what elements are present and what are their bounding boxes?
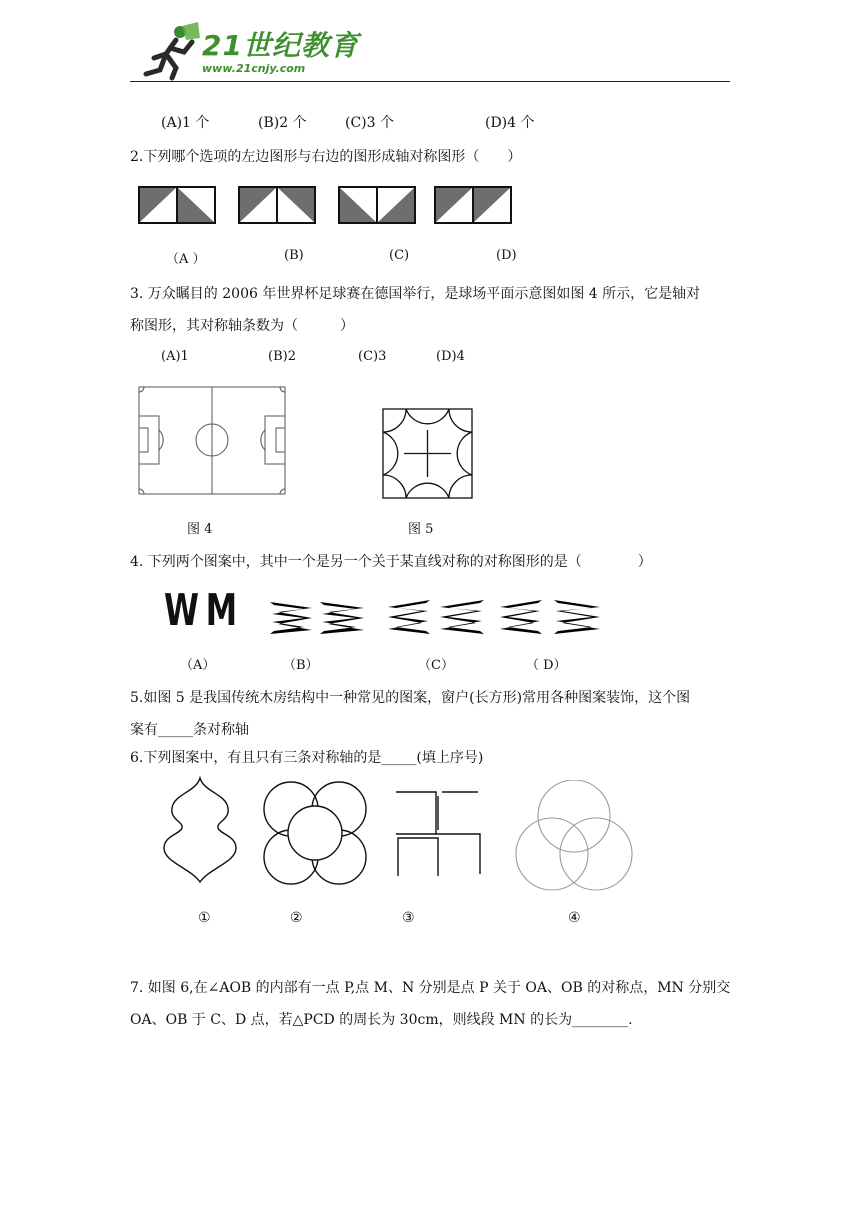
q6-label-1: ① <box>198 910 211 926</box>
q4-figure-a-letters: W M <box>164 585 236 636</box>
q6-figure-3 <box>394 790 484 880</box>
q2-stem: 2.下列哪个选项的左边图形与右边的图形成轴对称图形（ ） <box>130 149 522 165</box>
q1-option-d: (D)4 个 <box>485 115 535 131</box>
q2-label-a: （A ） <box>166 252 206 267</box>
q5-line2: 案有_____条对称轴 <box>130 722 249 738</box>
q3-stem-line1: 3. 万众瞩目的 2006 年世界杯足球赛在德国举行，是球场平面示意图如图 4 所示，它是轴对 <box>130 286 701 302</box>
q7-line2: OA、OB 于 C、D 点，若△PCD 的周长为 30cm，则线段 MN 的长为________. <box>130 1012 633 1028</box>
q1-option-a: (A)1 个 <box>161 115 210 131</box>
q2-figure-a <box>138 186 218 226</box>
q1-option-c: (C)3 个 <box>345 115 394 131</box>
logo-url: www.21cnjy.com <box>202 62 306 75</box>
q2-label-b: (B) <box>284 248 304 263</box>
q3-option-b: (B)2 <box>268 349 296 364</box>
q4-label-a: （A） <box>180 658 216 673</box>
q4-figure-b <box>268 598 372 638</box>
q6-figure-1 <box>160 776 240 886</box>
q2-figure-c <box>338 186 418 226</box>
q4-label-d: （ D） <box>526 658 567 673</box>
q2-label-c: (C) <box>389 248 410 263</box>
q6-label-3: ③ <box>402 910 415 926</box>
q4-figure-c <box>384 596 488 638</box>
header-rule <box>130 81 730 82</box>
q1-option-b: (B)2 个 <box>258 115 307 131</box>
q4-label-c: （C） <box>418 658 454 673</box>
q5-line1: 5.如图 5 是我国传统木房结构中一种常见的图案，窗户(长方形)常用各种图案装饰，这个图 <box>130 690 691 706</box>
q6-label-4: ④ <box>568 910 581 926</box>
q3-stem-line2: 称图形，其对称轴条数为（ ） <box>130 318 354 334</box>
q6-label-2: ② <box>290 910 303 926</box>
q2-figure-d <box>434 186 514 226</box>
q6-figure-4 <box>514 778 634 882</box>
q4-stem: 4. 下列两个图案中，其中一个是另一个关于某直线对称的对称图形的是（ ） <box>130 554 652 570</box>
figure-5-label: 图 5 <box>408 522 434 537</box>
q7-line1: 7. 如图 6,在∠AOB 的内部有一点 P,点 M、N 分别是点 P 关于 OA、OB 的对称点，MN 分别交 <box>130 980 731 996</box>
q3-option-a: (A)1 <box>161 349 189 364</box>
logo-title: 21世纪教育 <box>202 29 359 62</box>
q2-figure-b <box>238 186 318 226</box>
q6-stem: 6.下列图案中，有且只有三条对称轴的是_____(填上序号) <box>130 750 484 766</box>
soccer-field-figure <box>138 386 288 496</box>
q4-label-b: （B） <box>283 658 319 673</box>
site-logo <box>136 18 359 82</box>
q3-option-d: (D)4 <box>436 349 465 364</box>
figure-4-label: 图 4 <box>187 522 213 537</box>
q3-option-c: (C)3 <box>358 349 387 364</box>
window-pattern-figure <box>382 408 474 500</box>
q6-figure-2 <box>260 778 370 888</box>
q4-figure-d <box>496 596 606 638</box>
q2-label-d: (D) <box>496 248 517 263</box>
